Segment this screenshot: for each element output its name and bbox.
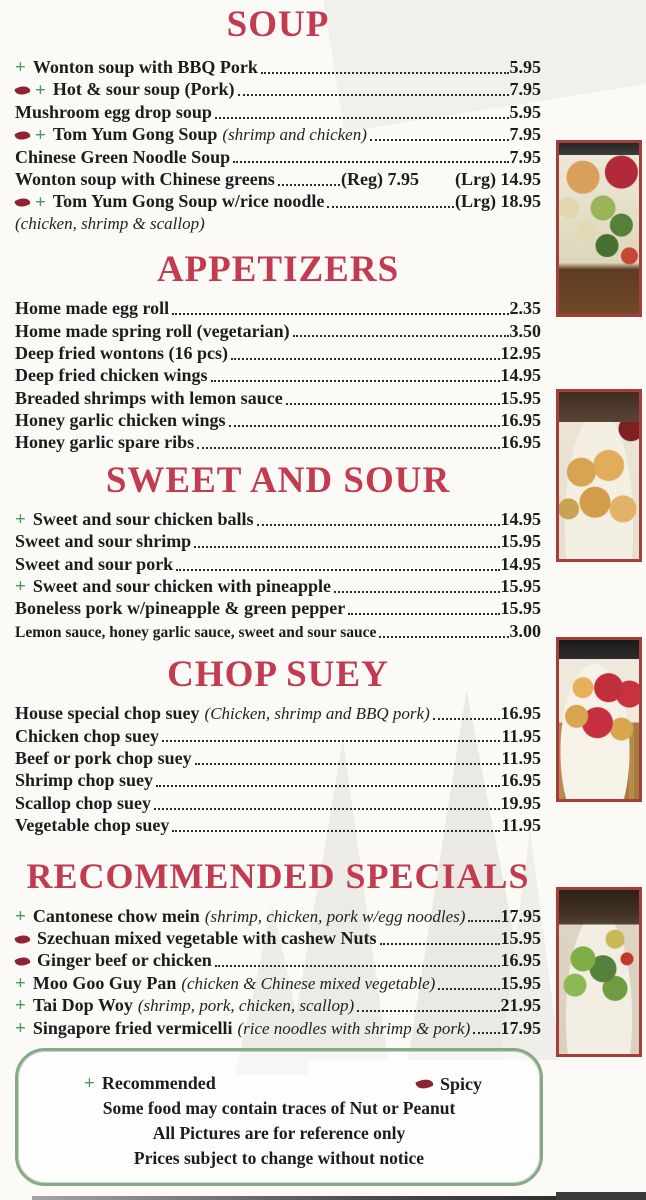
menu-item-row xyxy=(15,101,541,123)
item-price: 14.95 xyxy=(500,365,541,386)
menu-item-row xyxy=(15,530,541,552)
item-price: 21.95 xyxy=(500,995,541,1016)
item-name: Tom Yum Gong Soup xyxy=(52,124,218,145)
item-name: Sweet and sour chicken with pineapple xyxy=(32,576,332,597)
item-price: (Lrg) 14.95 xyxy=(455,168,541,189)
recommended-icon: + xyxy=(35,80,46,102)
section-title: APPETIZERS xyxy=(156,249,400,291)
item-price: 16.95 xyxy=(500,703,541,724)
dotted-leader xyxy=(197,447,499,449)
dotted-leader xyxy=(176,569,499,571)
menu-item-row xyxy=(15,342,541,364)
menu-item-row xyxy=(15,78,541,100)
menu-item-row xyxy=(15,702,541,724)
dotted-leader xyxy=(211,380,500,382)
item-name: Shrimp chop suey xyxy=(15,770,154,791)
item-name: Tom Yum Gong Soup w/rice noodle xyxy=(52,191,325,212)
item-icons xyxy=(15,974,26,993)
menu-section xyxy=(15,460,541,642)
dotted-leader xyxy=(379,636,508,638)
dotted-leader xyxy=(357,1010,499,1012)
item-name: Tai Dop Woy xyxy=(32,995,133,1016)
item-price: 16.95 xyxy=(500,950,541,971)
item-name: Scallop chop suey xyxy=(15,792,152,813)
section-title: CHOP SUEY xyxy=(167,654,389,696)
item-note: (Chicken, shrimp and BBQ pork) xyxy=(204,704,430,724)
dotted-leader xyxy=(348,613,499,615)
dotted-leader xyxy=(162,740,500,742)
dotted-leader xyxy=(233,161,508,163)
menu-item-row xyxy=(15,297,541,319)
item-icons xyxy=(15,907,26,926)
menu-item-row xyxy=(15,168,541,190)
item-price: 15.95 xyxy=(500,927,541,948)
section-items xyxy=(15,905,541,1039)
item-name: Moo Goo Guy Pan xyxy=(32,972,177,993)
item-name: Vegetable chop suey xyxy=(15,815,170,836)
menu-item-row xyxy=(15,387,541,409)
recommended-icon: + xyxy=(15,905,26,927)
item-price: 3.00 xyxy=(509,620,541,641)
item-name: Beef or pork chop suey xyxy=(15,747,192,768)
dotted-leader xyxy=(286,403,500,405)
item-icons xyxy=(15,1019,26,1038)
food-photo-sweet-sour-balls xyxy=(556,637,642,802)
dotted-leader xyxy=(172,830,500,832)
item-name: Chinese Green Noodle Soup xyxy=(15,146,231,167)
spicy-label: Spicy xyxy=(439,1073,482,1094)
item-name: Deep fried wontons (16 pcs) xyxy=(15,342,228,363)
item-price: 11.95 xyxy=(501,815,541,836)
section-title: SOUP xyxy=(226,4,330,45)
dotted-leader xyxy=(194,546,499,548)
item-note: (shrimp, pork, chicken, scallop) xyxy=(137,996,355,1016)
recommended-label: Recommended xyxy=(101,1073,216,1093)
dotted-leader xyxy=(156,785,499,787)
item-name: Home made spring roll (vegetarian) xyxy=(15,320,290,341)
item-price: 15.95 xyxy=(500,387,541,408)
dotted-leader xyxy=(327,206,454,208)
menu-item-row xyxy=(15,597,541,619)
item-name: House special chop suey xyxy=(15,703,200,724)
spicy-icon xyxy=(14,954,30,969)
menu-item-row xyxy=(15,747,541,769)
dotted-leader xyxy=(468,920,499,922)
menu-item-row xyxy=(15,409,541,431)
item-icons xyxy=(15,935,30,944)
item-price: 14.95 xyxy=(500,553,541,574)
item-price: 11.95 xyxy=(501,725,541,746)
item-name: Cantonese chow mein xyxy=(32,905,200,926)
legend-box xyxy=(15,1048,543,1186)
item-price: 7.95 xyxy=(509,146,541,167)
food-photo-stir-fry-vegetables xyxy=(556,140,642,317)
item-note: (rice noodles with shrimp & pork) xyxy=(237,1018,471,1038)
spicy-icon xyxy=(415,1076,433,1093)
menu-disclaimer: All Pictures are for reference only xyxy=(152,1122,406,1143)
menu-item-row xyxy=(15,431,541,453)
dotted-leader xyxy=(215,117,509,119)
item-name: Szechuan mixed vegetable with cashew Nuts xyxy=(37,927,377,948)
section-items xyxy=(15,56,541,235)
item-price: 7.95 xyxy=(509,79,541,100)
item-name: Chicken chop suey xyxy=(15,725,160,746)
spicy-icon xyxy=(14,128,30,143)
item-price-regular: (Reg) 7.95 xyxy=(341,168,420,189)
item-price: 16.95 xyxy=(500,770,541,791)
dotted-leader xyxy=(238,94,509,96)
item-note: (shrimp and chicken) xyxy=(222,125,367,145)
menu-section xyxy=(15,654,541,836)
item-price: 15.95 xyxy=(500,598,541,619)
recommended-icon: + xyxy=(15,508,26,530)
dotted-leader xyxy=(231,358,500,360)
menu-item-row xyxy=(15,927,541,949)
item-icons xyxy=(15,81,46,100)
item-name: Sweet and sour shrimp xyxy=(15,531,192,552)
item-name: Honey garlic chicken wings xyxy=(15,410,226,431)
item-name: Sweet and sour chicken balls xyxy=(32,508,254,529)
item-price: 5.95 xyxy=(509,101,541,122)
menu-section xyxy=(15,249,541,454)
item-name: Hot & sour soup (Pork) xyxy=(52,79,235,100)
item-price: 19.95 xyxy=(500,792,541,813)
recommended-icon: + xyxy=(15,576,26,598)
item-price: 17.95 xyxy=(500,905,541,926)
item-price: 14.95 xyxy=(500,508,541,529)
item-name: Sweet and sour pork xyxy=(15,553,174,574)
menu-disclaimer: Prices subject to change without notice xyxy=(133,1147,425,1168)
dotted-leader xyxy=(215,965,500,967)
item-price: 7.95 xyxy=(509,124,541,145)
item-name: Deep fried chicken wings xyxy=(15,365,208,386)
item-note: (shrimp, chicken, pork w/egg noodles) xyxy=(204,906,466,926)
item-price: 5.95 xyxy=(509,57,541,77)
item-name: Lemon sauce, honey garlic sauce, sweet and sour sauce xyxy=(15,623,377,641)
menu-item-row xyxy=(15,56,541,78)
menu-item-row xyxy=(15,320,541,342)
menu-item-row xyxy=(15,364,541,386)
item-price: (Lrg) 18.95 xyxy=(455,191,541,212)
spicy-icon xyxy=(14,83,30,98)
dotted-leader xyxy=(278,184,340,186)
item-price: 15.95 xyxy=(500,972,541,993)
menu-item-row xyxy=(15,814,541,836)
food-photo-breaded-shrimp xyxy=(556,389,642,562)
menu-item-row xyxy=(15,1017,541,1039)
item-price: 11.95 xyxy=(501,747,541,768)
item-icons xyxy=(15,58,26,77)
menu-item-row xyxy=(15,146,541,168)
legend-row xyxy=(18,1051,540,1095)
recommended-icon: + xyxy=(15,1017,26,1039)
menu-item-row xyxy=(15,994,541,1016)
item-icons xyxy=(15,996,26,1015)
dotted-leader xyxy=(257,524,500,526)
item-name: Honey garlic spare ribs xyxy=(15,432,195,453)
recommended-icon: + xyxy=(84,1073,95,1094)
item-price: 15.95 xyxy=(500,531,541,552)
menu-item-row xyxy=(15,553,541,575)
section-items xyxy=(15,508,541,642)
menu-item-row xyxy=(15,190,541,212)
item-price: 12.95 xyxy=(500,342,541,363)
scan-edge-artifact xyxy=(32,1196,646,1200)
menu-item-row xyxy=(15,905,541,927)
recommended-icon: + xyxy=(15,972,26,994)
item-note: (chicken & Chinese mixed vegetable) xyxy=(181,973,436,993)
food-photo-chinese-greens xyxy=(556,887,642,1057)
menu-item-row xyxy=(15,213,541,235)
item-price: 16.95 xyxy=(500,432,541,453)
item-price: 15.95 xyxy=(500,576,541,597)
dotted-leader xyxy=(438,988,499,990)
item-price: 2.35 xyxy=(509,298,541,319)
menu-item-row xyxy=(15,972,541,994)
item-price: 16.95 xyxy=(500,410,541,431)
item-price: 3.50 xyxy=(509,320,541,341)
dotted-leader xyxy=(261,72,509,74)
dotted-leader xyxy=(433,718,500,720)
menu-disclaimer: Some food may contain traces of Nut or Peanut xyxy=(102,1097,456,1118)
dotted-leader xyxy=(380,943,500,945)
menu-item-row xyxy=(15,792,541,814)
item-name: Wonton soup with Chinese greens xyxy=(15,168,275,189)
item-name: Mushroom egg drop soup xyxy=(15,101,212,122)
item-name: Singapore fried vermicelli xyxy=(32,1017,233,1038)
recommended-icon: + xyxy=(35,192,46,214)
recommended-icon: + xyxy=(15,57,26,78)
menu-section xyxy=(15,4,541,235)
dotted-leader xyxy=(293,335,509,337)
item-name: Ginger beef or chicken xyxy=(37,950,212,971)
item-icons xyxy=(15,957,30,966)
dotted-leader xyxy=(370,139,509,141)
item-icons xyxy=(15,126,46,145)
section-items xyxy=(15,702,541,836)
item-price: 17.95 xyxy=(500,1017,541,1038)
item-icons xyxy=(15,577,26,596)
item-icons xyxy=(15,510,26,529)
menu-item-row xyxy=(15,508,541,530)
section-items xyxy=(15,297,541,454)
section-title: SWEET AND SOUR xyxy=(105,459,451,501)
recommended-legend xyxy=(84,1073,216,1094)
item-name: Breaded shrimps with lemon sauce xyxy=(15,387,283,408)
spicy-icon xyxy=(14,195,30,210)
menu-item-row xyxy=(15,949,541,971)
dotted-leader xyxy=(154,808,499,810)
menu-item-row xyxy=(15,769,541,791)
dotted-leader xyxy=(229,425,500,427)
recommended-icon: + xyxy=(35,125,46,147)
item-name: Boneless pork w/pineapple & green pepper xyxy=(15,598,346,619)
menu-page xyxy=(15,2,541,1039)
menu-section xyxy=(15,855,541,1039)
spicy-icon xyxy=(14,932,30,947)
menu-item-row xyxy=(15,575,541,597)
menu-item-row xyxy=(15,620,541,642)
dotted-leader xyxy=(172,313,508,315)
menu-item-row xyxy=(15,123,541,145)
section-title: RECOMMENDED SPECIALS xyxy=(26,855,530,896)
dotted-leader xyxy=(473,1032,499,1034)
recommended-icon: + xyxy=(15,995,26,1017)
dotted-leader xyxy=(195,763,501,765)
item-name: Wonton soup with BBQ Pork xyxy=(32,57,258,77)
menu-item-row xyxy=(15,725,541,747)
spicy-legend xyxy=(416,1074,482,1095)
scan-edge-artifact xyxy=(556,1192,646,1200)
dotted-leader xyxy=(334,591,499,593)
item-name: Home made egg roll xyxy=(15,298,170,319)
item-note: (chicken, shrimp & scallop) xyxy=(15,213,205,233)
item-icons xyxy=(15,193,46,212)
